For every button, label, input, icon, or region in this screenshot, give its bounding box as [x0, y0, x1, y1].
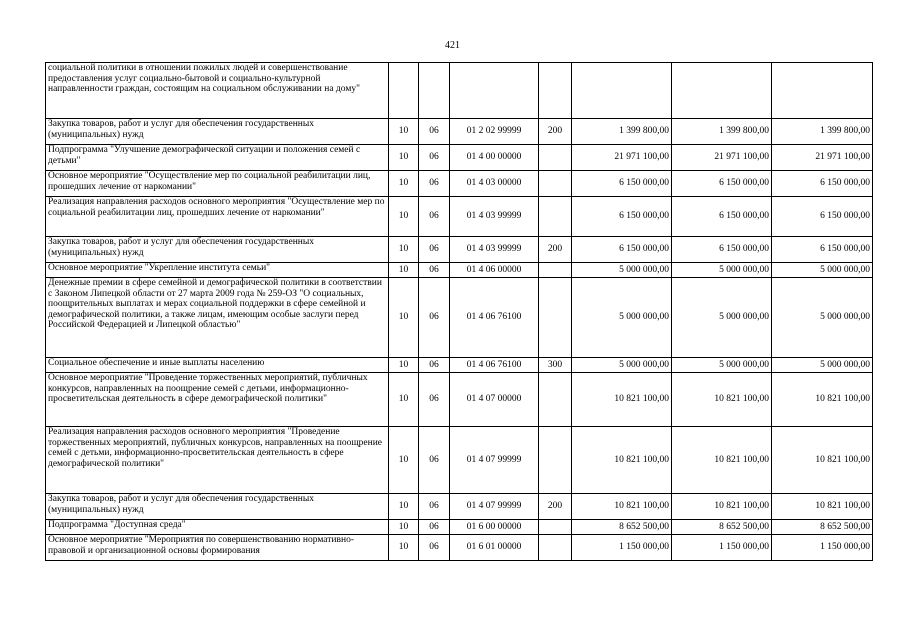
expense-type-code	[539, 63, 572, 119]
amount-year-2: 10 821 100,00	[672, 427, 772, 494]
expense-type-code	[539, 535, 572, 561]
expense-type-code	[539, 278, 572, 358]
item-name: Подпрограмма "Улучшение демографической ситуации и положения семей с детьми"	[46, 145, 389, 171]
target-article-code: 01 2 02 99999	[450, 119, 539, 145]
table-row	[46, 145, 873, 171]
section-code: 10	[389, 237, 419, 263]
amount-year-1: 10 821 100,00	[572, 427, 672, 494]
amount-year-2: 10 821 100,00	[672, 494, 772, 520]
item-name: Реализация направления расходов основного мероприятия "Осуществление мер по социальной реабилитации лиц, прошедших лечение от наркомании"	[46, 197, 389, 237]
item-name: Социальное обеспечение и иные выплаты населению	[46, 358, 389, 373]
subsection-code: 06	[419, 358, 450, 373]
item-name: Закупка товаров, работ и услуг для обеспечения государственных (муниципальных) нужд	[46, 119, 389, 145]
expense-type-code	[539, 197, 572, 237]
table-row	[46, 520, 873, 535]
section-code: 10	[389, 535, 419, 561]
amount-year-2: 6 150 000,00	[672, 237, 772, 263]
target-article-code: 01 6 00 00000	[450, 520, 539, 535]
amount-year-2: 1 150 000,00	[672, 535, 772, 561]
expense-type-code	[539, 171, 572, 197]
amount-year-3: 5 000 000,00	[772, 358, 873, 373]
target-article-code: 01 4 03 00000	[450, 171, 539, 197]
amount-year-2: 8 652 500,00	[672, 520, 772, 535]
table-row	[46, 373, 873, 427]
expense-type-code: 200	[539, 237, 572, 263]
item-name: Денежные премии в сфере семейной и демографической политики в соответствии с Законом Липецкой области от 27 марта 2009 года № 259-ОЗ "О социальных, поощрительных выплатах и мерах социальной поддержки в сфере семейной и демографической политики, а также лицам, имеющим особые заслуги перед Российской Федерацией и Липецкой областью"	[46, 278, 389, 358]
table-row	[46, 197, 873, 237]
amount-year-1: 5 000 000,00	[572, 278, 672, 358]
amount-year-3: 6 150 000,00	[772, 171, 873, 197]
amount-year-3: 5 000 000,00	[772, 278, 873, 358]
item-name: Основное мероприятие "Укрепление института семьи"	[46, 263, 389, 278]
item-name: Основное мероприятие "Осуществление мер по социальной реабилитации лиц, прошедших лечение от наркомании"	[46, 171, 389, 197]
subsection-code: 06	[419, 171, 450, 197]
subsection-code: 06	[419, 373, 450, 427]
subsection-code: 06	[419, 263, 450, 278]
table-row	[46, 278, 873, 358]
amount-year-1: 6 150 000,00	[572, 237, 672, 263]
section-code: 10	[389, 145, 419, 171]
amount-year-3: 21 971 100,00	[772, 145, 873, 171]
amount-year-3: 6 150 000,00	[772, 197, 873, 237]
target-article-code: 01 4 07 99999	[450, 494, 539, 520]
amount-year-3	[772, 63, 873, 119]
table-row	[46, 63, 873, 119]
amount-year-1: 5 000 000,00	[572, 358, 672, 373]
target-article-code: 01 6 01 00000	[450, 535, 539, 561]
section-code: 10	[389, 373, 419, 427]
target-article-code: 01 4 00 00000	[450, 145, 539, 171]
expense-type-code	[539, 263, 572, 278]
table-row	[46, 427, 873, 494]
amount-year-1: 5 000 000,00	[572, 263, 672, 278]
target-article-code: 01 4 06 76100	[450, 278, 539, 358]
subsection-code: 06	[419, 119, 450, 145]
subsection-code: 06	[419, 145, 450, 171]
amount-year-3: 10 821 100,00	[772, 373, 873, 427]
amount-year-3: 6 150 000,00	[772, 237, 873, 263]
section-code	[389, 63, 419, 119]
item-name: Подпрограмма "Доступная среда"	[46, 520, 389, 535]
amount-year-3: 8 652 500,00	[772, 520, 873, 535]
section-code: 10	[389, 171, 419, 197]
section-code: 10	[389, 427, 419, 494]
item-name: Основное мероприятие "Мероприятия по совершенствованию нормативно-правовой и организационной основы формирования	[46, 535, 389, 561]
table-row	[46, 535, 873, 561]
amount-year-2: 6 150 000,00	[672, 197, 772, 237]
amount-year-1	[572, 63, 672, 119]
subsection-code: 06	[419, 278, 450, 358]
target-article-code: 01 4 06 76100	[450, 358, 539, 373]
subsection-code: 06	[419, 520, 450, 535]
amount-year-2: 5 000 000,00	[672, 358, 772, 373]
section-code: 10	[389, 119, 419, 145]
section-code: 10	[389, 520, 419, 535]
section-code: 10	[389, 494, 419, 520]
page-number: 421	[445, 40, 460, 51]
section-code: 10	[389, 197, 419, 237]
amount-year-2: 10 821 100,00	[672, 373, 772, 427]
amount-year-2: 1 399 800,00	[672, 119, 772, 145]
amount-year-1: 1 399 800,00	[572, 119, 672, 145]
target-article-code: 01 4 03 99999	[450, 237, 539, 263]
amount-year-2: 21 971 100,00	[672, 145, 772, 171]
amount-year-3: 1 399 800,00	[772, 119, 873, 145]
expense-type-code	[539, 145, 572, 171]
table-row	[46, 358, 873, 373]
target-article-code: 01 4 03 99999	[450, 197, 539, 237]
amount-year-3: 10 821 100,00	[772, 494, 873, 520]
expense-type-code: 300	[539, 358, 572, 373]
table-row	[46, 263, 873, 278]
expense-type-code: 200	[539, 119, 572, 145]
amount-year-2: 5 000 000,00	[672, 263, 772, 278]
table-row	[46, 171, 873, 197]
amount-year-1: 21 971 100,00	[572, 145, 672, 171]
amount-year-3: 10 821 100,00	[772, 427, 873, 494]
table-body	[46, 63, 873, 561]
item-name: Реализация направления расходов основного мероприятия "Проведение торжественных мероприятий, публичных конкурсов, направленных на поощрение семей с детьми, информационно-просветительская деятельность в сфере демографической политики"	[46, 427, 389, 494]
amount-year-1: 10 821 100,00	[572, 373, 672, 427]
target-article-code: 01 4 07 00000	[450, 373, 539, 427]
section-code: 10	[389, 358, 419, 373]
subsection-code: 06	[419, 197, 450, 237]
section-code: 10	[389, 278, 419, 358]
table-row	[46, 119, 873, 145]
item-name: Закупка товаров, работ и услуг для обеспечения государственных (муниципальных) нужд	[46, 237, 389, 263]
subsection-code: 06	[419, 427, 450, 494]
amount-year-3: 1 150 000,00	[772, 535, 873, 561]
table-row	[46, 494, 873, 520]
amount-year-2	[672, 63, 772, 119]
item-name: Основное мероприятие "Проведение торжественных мероприятий, публичных конкурсов, направленных на поощрение семей с детьми, информационно-просветительская деятельность в сфере демографической политики"	[46, 373, 389, 427]
expense-type-code	[539, 373, 572, 427]
expense-type-code	[539, 520, 572, 535]
subsection-code	[419, 63, 450, 119]
subsection-code: 06	[419, 237, 450, 263]
amount-year-1: 8 652 500,00	[572, 520, 672, 535]
amount-year-2: 6 150 000,00	[672, 171, 772, 197]
expense-type-code: 200	[539, 494, 572, 520]
amount-year-1: 6 150 000,00	[572, 171, 672, 197]
target-article-code: 01 4 06 00000	[450, 263, 539, 278]
item-name: Закупка товаров, работ и услуг для обеспечения государственных (муниципальных) нужд	[46, 494, 389, 520]
budget-table	[45, 62, 873, 561]
target-article-code: 01 4 07 99999	[450, 427, 539, 494]
subsection-code: 06	[419, 494, 450, 520]
item-name: социальной политики в отношении пожилых людей и совершенствование предоставления услуг социально-бытовой и социально-культурной направленности граждан, состоящим на социальном обслуживании на дому"	[46, 63, 389, 119]
amount-year-1: 6 150 000,00	[572, 197, 672, 237]
amount-year-3: 5 000 000,00	[772, 263, 873, 278]
table-row	[46, 237, 873, 263]
amount-year-2: 5 000 000,00	[672, 278, 772, 358]
amount-year-1: 1 150 000,00	[572, 535, 672, 561]
target-article-code	[450, 63, 539, 119]
subsection-code: 06	[419, 535, 450, 561]
amount-year-1: 10 821 100,00	[572, 494, 672, 520]
section-code: 10	[389, 263, 419, 278]
expense-type-code	[539, 427, 572, 494]
